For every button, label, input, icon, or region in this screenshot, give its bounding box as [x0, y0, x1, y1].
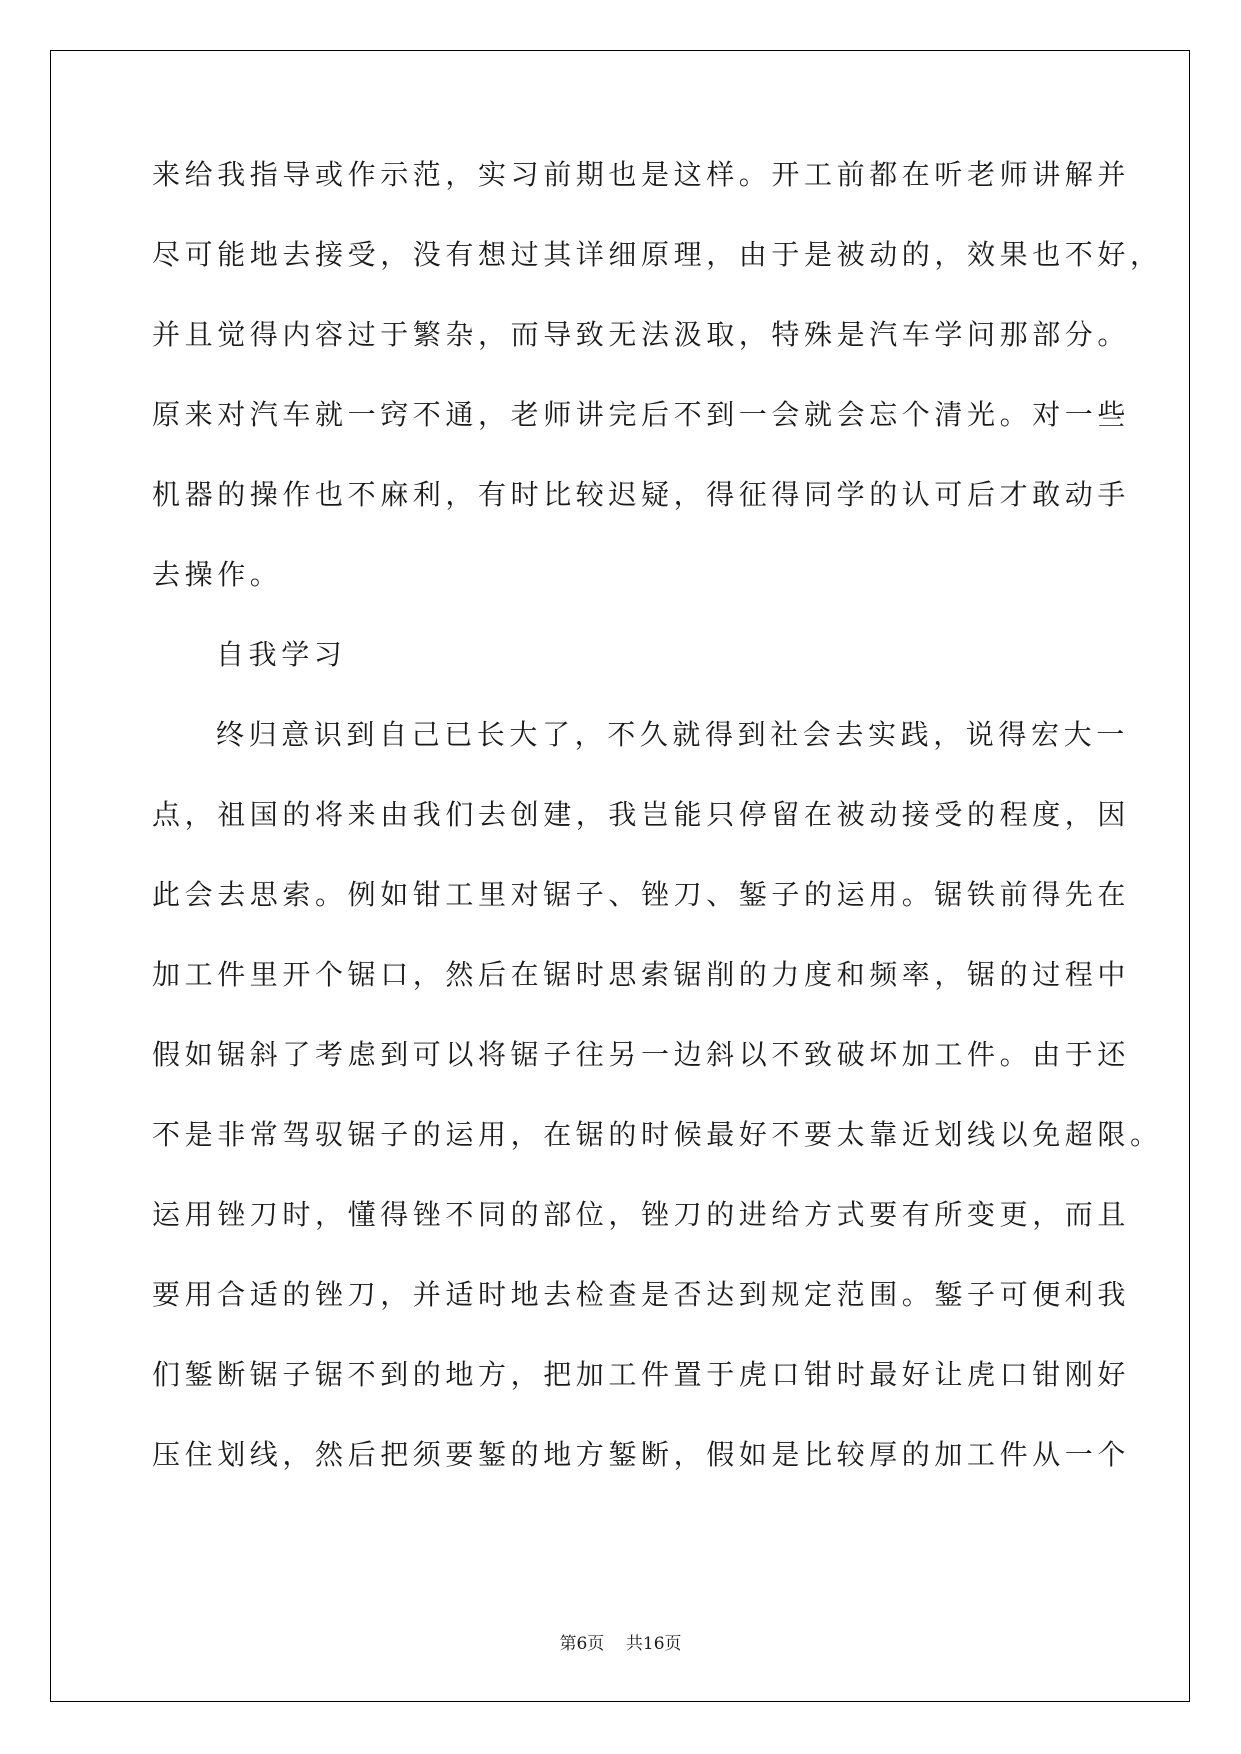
body-line: 加工件里开个锯口，然后在锯时思索锯削的力度和频率，锯的过程中: [152, 958, 1131, 991]
body-line: 压住划线，然后把须要錾的地方錾断，假如是比较厚的加工件从一个: [152, 1438, 1131, 1471]
page-number: 第6页: [559, 1634, 605, 1654]
body-line: 此会去思索。例如钳工里对锯子、锉刀、錾子的运用。锯铁前得先在: [152, 878, 1131, 911]
page-footer: [0, 1629, 1241, 1654]
body-line: 点，祖国的将来由我们去创建，我岂能只停留在被动接受的程度，因: [152, 798, 1131, 831]
body-line: 终归意识到自己已长大了，不久就得到社会去实践，说得宏大一: [216, 718, 1129, 751]
body-line: 假如锯斜了考虑到可以将锯子往另一边斜以不致破坏加工件。由于还: [152, 1038, 1131, 1071]
body-line: 来给我指导或作示范，实习前期也是这样。开工前都在听老师讲解并: [152, 158, 1131, 191]
section-heading: 自我学习: [216, 638, 347, 671]
body-line: 运用锉刀时，懂得锉不同的部位，锉刀的进给方式要有所变更，而且: [152, 1198, 1131, 1231]
total-pages: 共16页: [625, 1634, 682, 1654]
body-line: 尽可能地去接受，没有想过其详细原理，由于是被动的，效果也不好，: [152, 238, 1163, 271]
body-line: 不是非常驾驭锯子的运用，在锯的时候最好不要太靠近划线以免超限。: [152, 1118, 1163, 1151]
document-body: [152, 158, 1163, 1520]
body-line: 要用合适的锉刀，并适时地去检查是否达到规定范围。錾子可便利我: [152, 1278, 1131, 1311]
body-line: 机器的操作也不麻利，有时比较迟疑，得征得同学的认可后才敢动手: [152, 478, 1131, 511]
body-line: 去操作。: [152, 558, 283, 591]
body-line: 并且觉得内容过于繁杂，而导致无法汲取，特殊是汽车学问那部分。: [152, 318, 1131, 351]
body-line: 们錾断锯子锯不到的地方，把加工件置于虎口钳时最好让虎口钳刚好: [152, 1358, 1131, 1391]
body-line: 原来对汽车就一窍不通，老师讲完后不到一会就会忘个清光。对一些: [152, 398, 1131, 431]
